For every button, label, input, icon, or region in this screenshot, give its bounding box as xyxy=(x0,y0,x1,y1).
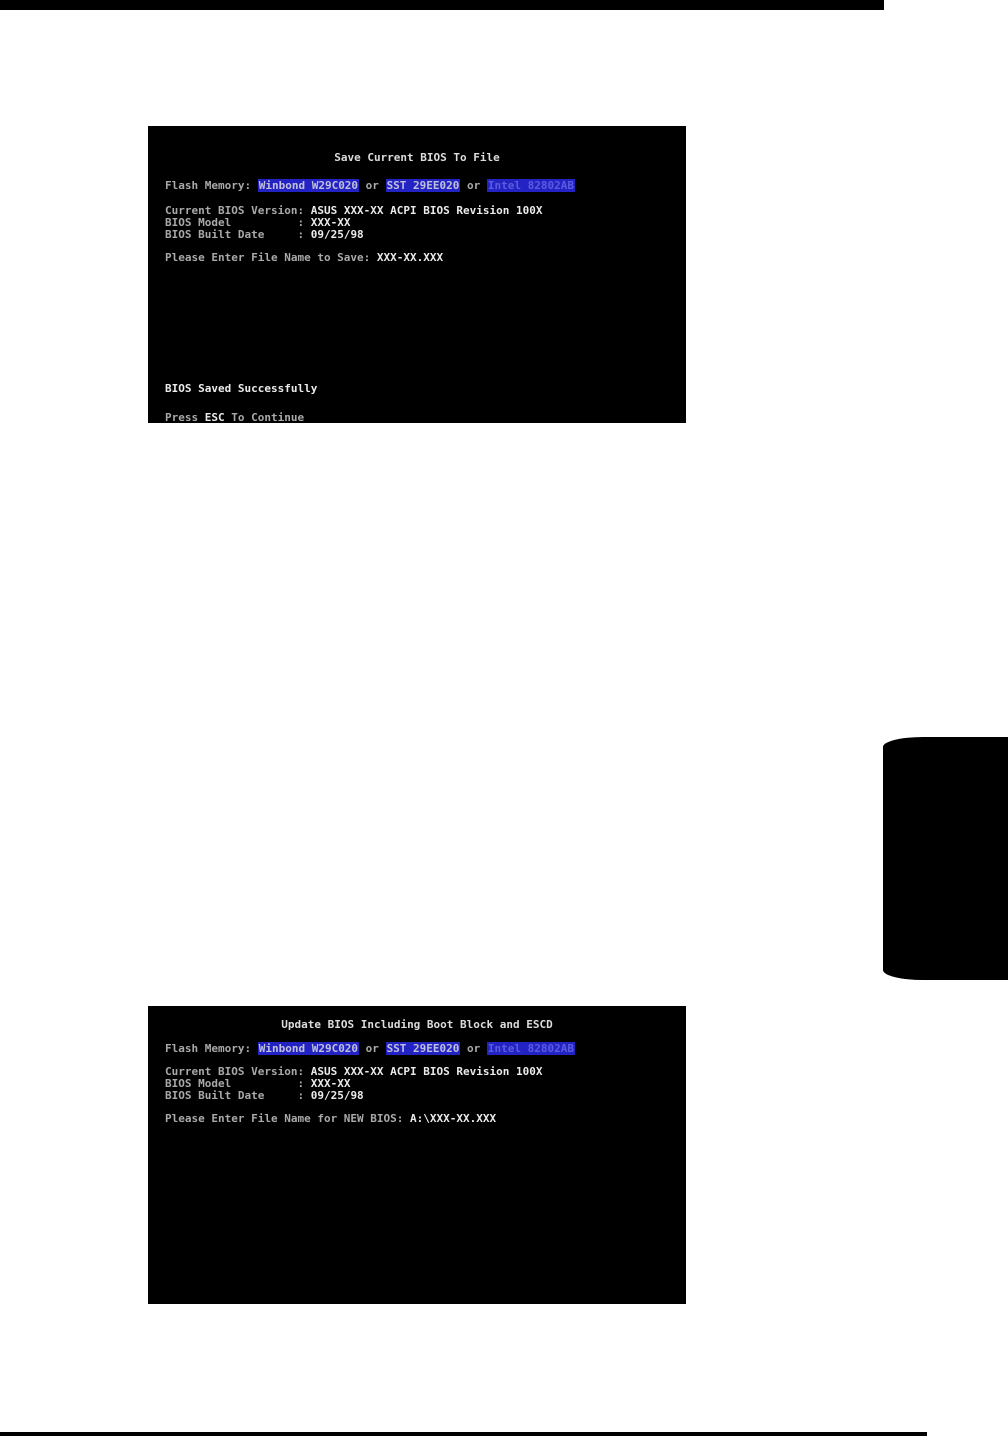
bios-model-value: XXX-XX xyxy=(310,1077,351,1090)
bios-model-value: XXX-XX xyxy=(310,216,351,229)
flash-chip-sst: SST 29EE020 xyxy=(386,1042,460,1055)
bios-built-date-line xyxy=(165,1090,680,1102)
bios-version-value: ASUS XXX-XX ACPI BIOS Revision 100X xyxy=(310,1065,543,1078)
page-bottom-rule xyxy=(0,1432,927,1436)
esc-footer-line xyxy=(165,412,680,424)
bios-built-date-line xyxy=(165,229,680,241)
bios-model-label: BIOS Model : xyxy=(165,216,311,229)
flash-chip-intel: Intel 82802AB xyxy=(487,179,575,192)
flash-chip-winbond: Winbond W29C020 xyxy=(258,1042,359,1055)
flash-or-1: or xyxy=(359,179,386,192)
bios-save-title: Save Current BIOS To File xyxy=(334,151,500,164)
esc-footer-pre: Press xyxy=(165,411,205,424)
flash-or-2: or xyxy=(460,1042,487,1055)
flash-chip-winbond: Winbond W29C020 xyxy=(258,179,359,192)
bios-built-date-label: BIOS Built Date : xyxy=(165,1089,311,1102)
page-top-bar xyxy=(0,0,884,10)
chapter-side-tab xyxy=(883,737,1008,980)
file-name-prompt-line xyxy=(165,1113,680,1125)
bios-built-date-value: 09/25/98 xyxy=(310,1089,364,1102)
status-message: BIOS Saved Successfully xyxy=(165,382,318,395)
bios-update-title: Update BIOS Including Boot Block and ESCD xyxy=(281,1018,553,1031)
esc-footer-post: To Continue xyxy=(224,411,305,424)
bios-screenshot-save xyxy=(148,126,686,423)
bios-model-label: BIOS Model : xyxy=(165,1077,311,1090)
file-name-prompt-line xyxy=(165,252,680,264)
file-name-prompt-value: XXX-XX.XXX xyxy=(376,251,444,264)
flash-chip-intel: Intel 82802AB xyxy=(487,1042,575,1055)
file-name-prompt-label: Please Enter File Name to Save: xyxy=(165,251,377,264)
flash-or-1: or xyxy=(359,1042,386,1055)
esc-key-label: ESC xyxy=(204,411,225,424)
bios-built-date-label: BIOS Built Date : xyxy=(165,228,311,241)
flash-memory-label: Flash Memory: xyxy=(165,179,258,192)
flash-memory-label: Flash Memory: xyxy=(165,1042,258,1055)
bios-version-label: Current BIOS Version: xyxy=(165,204,311,217)
bios-screenshot-update xyxy=(148,1006,686,1304)
bios-built-date-value: 09/25/98 xyxy=(310,228,364,241)
bios-version-label: Current BIOS Version: xyxy=(165,1065,311,1078)
flash-or-2: or xyxy=(460,179,487,192)
flash-memory-line xyxy=(165,180,680,192)
file-name-prompt-label: Please Enter File Name for NEW BIOS: xyxy=(165,1112,411,1125)
bios-version-value: ASUS XXX-XX ACPI BIOS Revision 100X xyxy=(310,204,543,217)
flash-chip-sst: SST 29EE020 xyxy=(386,179,460,192)
file-name-prompt-value: A:\XXX-XX.XXX xyxy=(410,1112,497,1125)
flash-memory-line xyxy=(165,1043,680,1055)
